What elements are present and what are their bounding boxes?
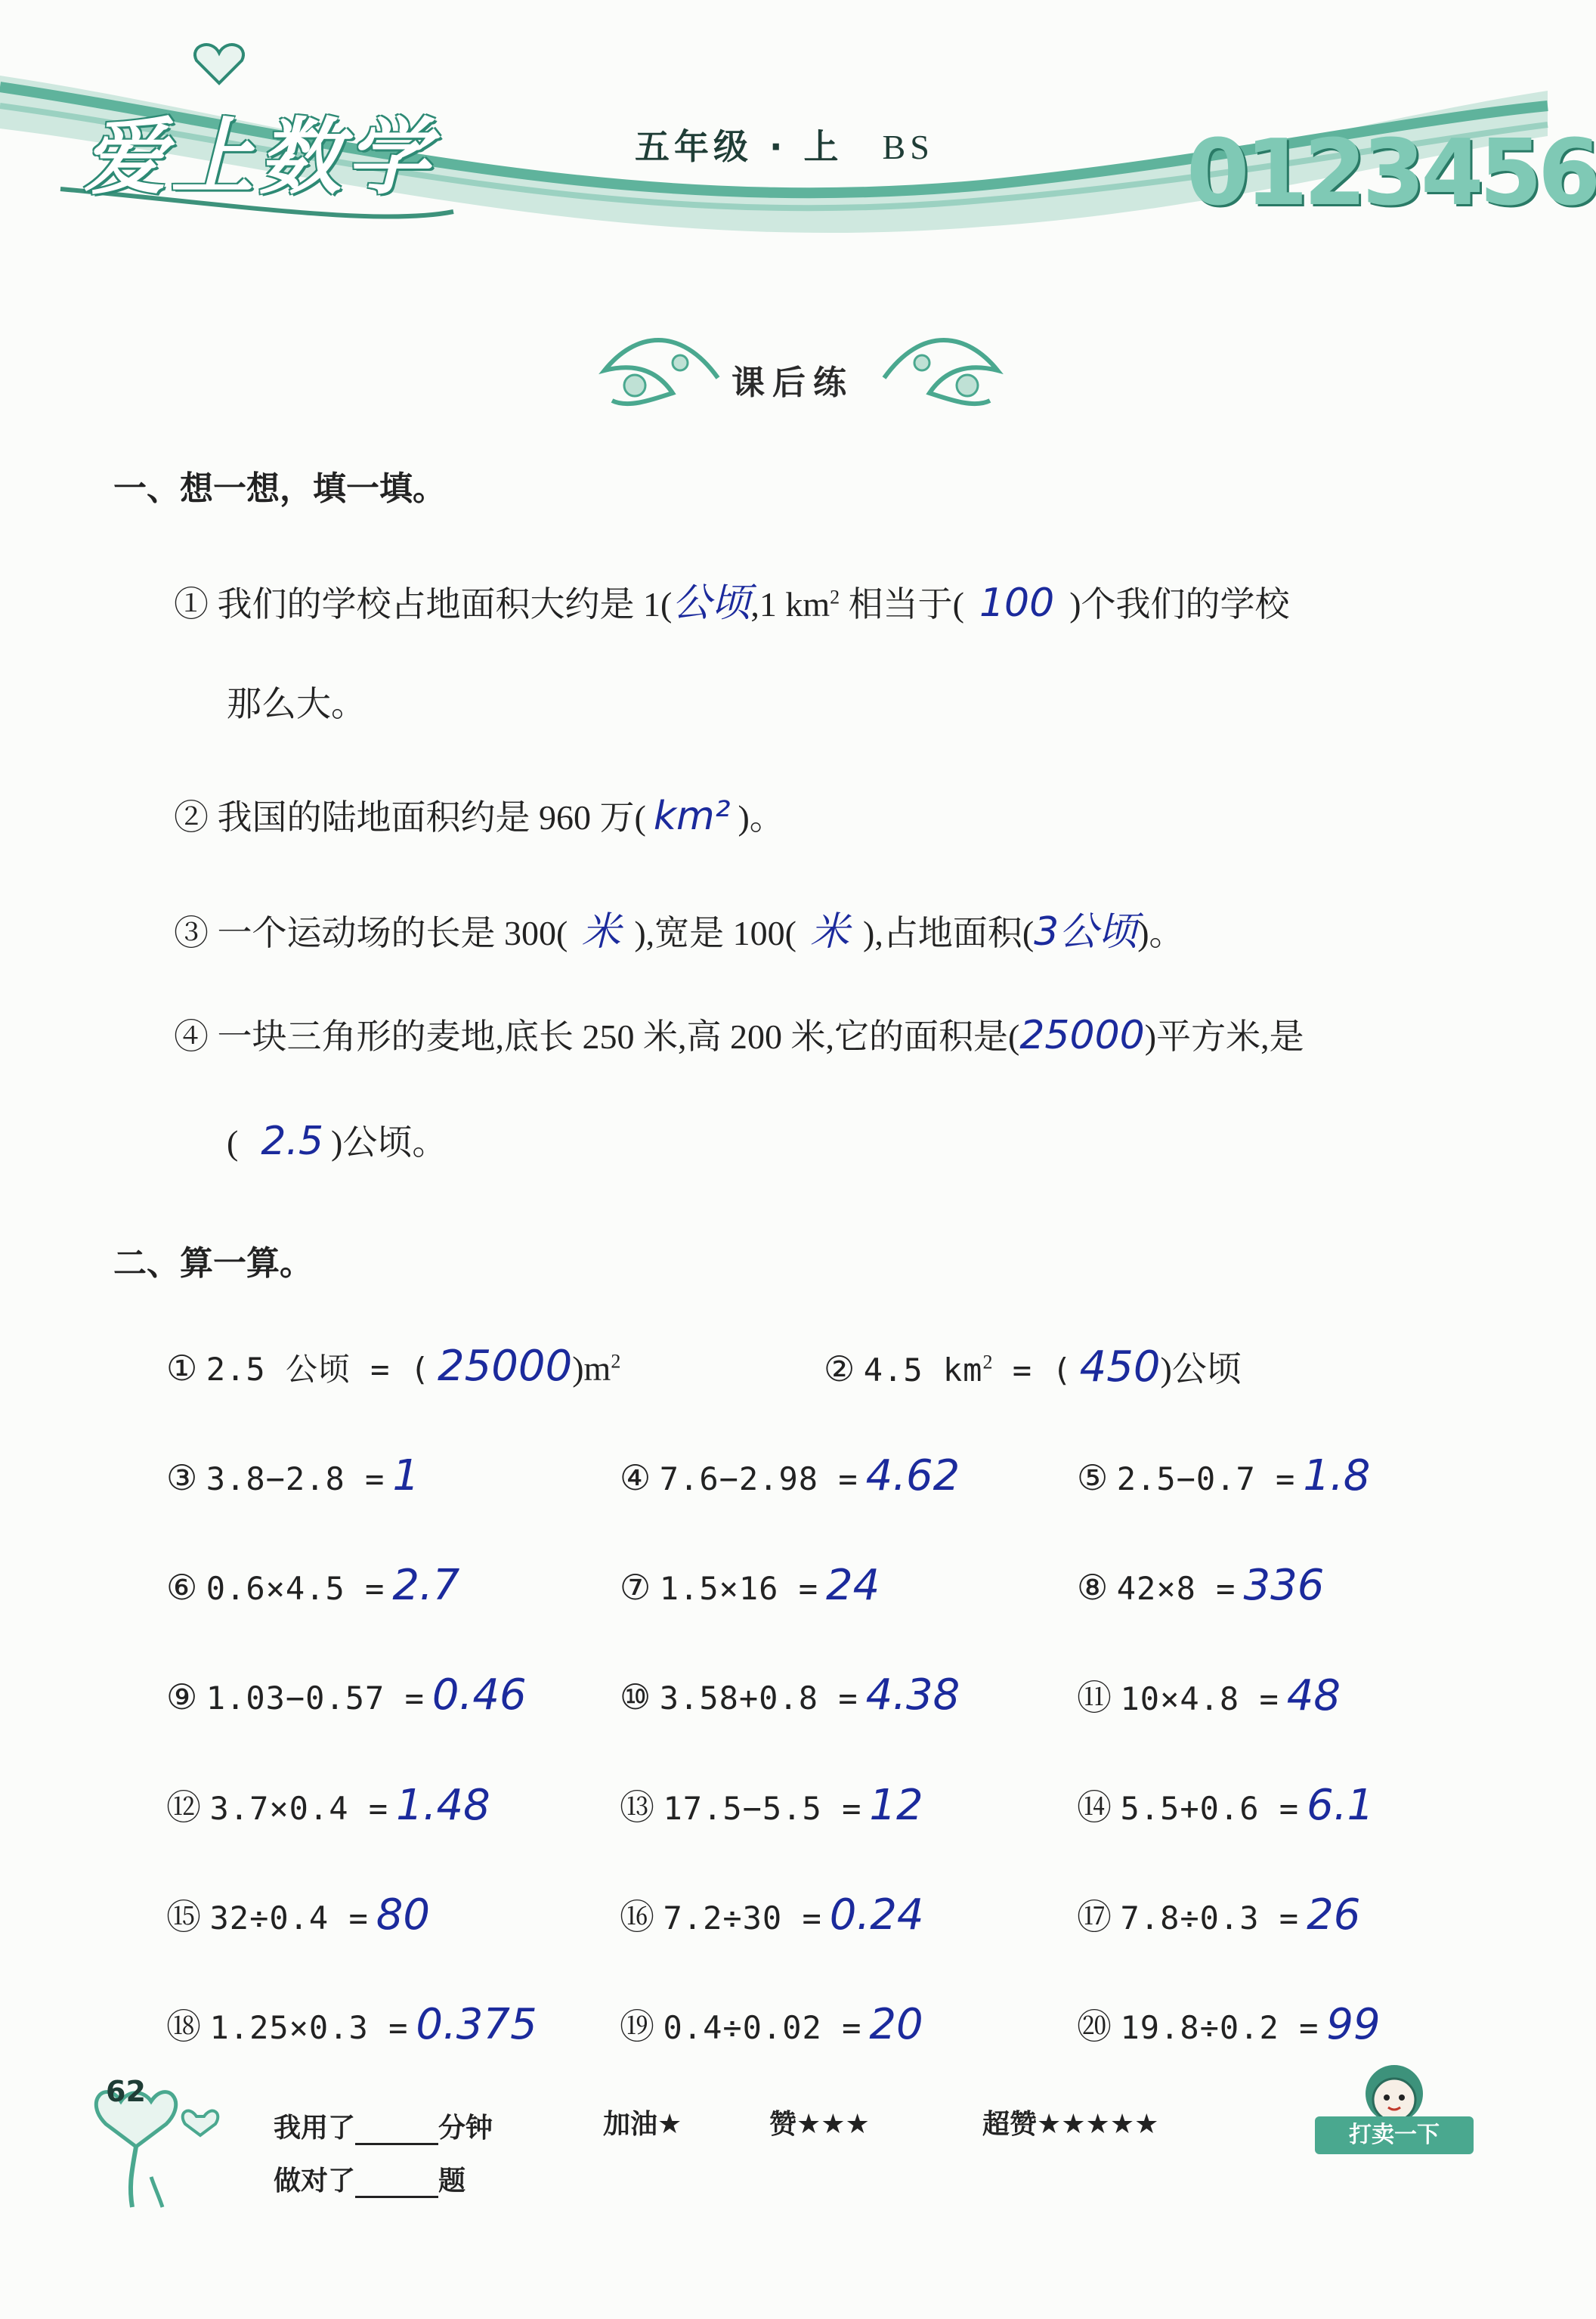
answer-1: 25000 — [1019, 1013, 1145, 1058]
calc-answer: 4.38 — [865, 1670, 960, 1720]
question-number: ④ — [174, 1017, 209, 1056]
question-text: 我国的陆地面积约是 960 万( — [217, 798, 646, 837]
answer-1: km² — [653, 794, 731, 839]
grade-label — [635, 119, 934, 169]
question-3 — [174, 899, 1184, 956]
calc-expression: 7.8÷0.3 = — [1120, 1899, 1300, 1937]
question-text: )。 — [738, 798, 784, 837]
question-text: )平方米,是 — [1144, 1017, 1304, 1056]
superscript: 2 — [982, 1351, 993, 1373]
calc-item — [1077, 1999, 1381, 2049]
correct-label-a: 做对了 — [274, 2166, 356, 2197]
superscript: 2 — [830, 586, 840, 608]
calc-expression: 10×4.8 = — [1120, 1680, 1279, 1717]
floral-ornament-left-icon — [589, 317, 725, 423]
calc-item — [1077, 1780, 1374, 1830]
calc-item-2 — [824, 1342, 1242, 1392]
calc-number: ⑩ — [620, 1678, 651, 1717]
calc-number: ⑨ — [166, 1678, 198, 1717]
question-number: ② — [174, 798, 209, 837]
correct-blank[interactable] — [355, 2173, 438, 2198]
question-text: )个我们的学校 — [1069, 585, 1290, 624]
calc-expression: 5.5+0.6 = — [1120, 1790, 1300, 1827]
calc-number: ⑭ — [1077, 1788, 1112, 1827]
correct-label-b: 题 — [438, 2166, 466, 2197]
calc-expression: 3.7×0.4 = — [209, 1790, 389, 1827]
superscript: 2 — [611, 1350, 621, 1373]
calc-answer: 0.46 — [431, 1670, 527, 1720]
time-label-a: 我用了 — [274, 2113, 356, 2144]
calc-answer: 2.7 — [392, 1561, 460, 1610]
calc-number: ⑱ — [166, 2008, 201, 2046]
answer-1: 公顷 — [672, 581, 751, 626]
answer-1: 米 — [581, 909, 621, 955]
calc-expression: 19.8÷0.2 = — [1120, 2009, 1319, 2046]
floral-ornament-right-icon — [877, 317, 1013, 423]
calc-number: ⑯ — [620, 1898, 654, 1937]
question-2 — [174, 790, 784, 840]
calc-item — [166, 1670, 527, 1720]
calc-answer: 1 — [392, 1451, 419, 1500]
answer-2: 米 — [809, 909, 849, 955]
calc-expression: 1.5×16 = — [659, 1570, 819, 1607]
calc-answer: 0.375 — [416, 2000, 537, 2049]
calc-item — [166, 1999, 537, 2049]
section-two-heading: 二、算一算。 — [113, 1244, 313, 1283]
calc-number: ⑰ — [1077, 1898, 1112, 1937]
score-badge: 打卖一下 — [1315, 2116, 1474, 2154]
calc-item — [1077, 1670, 1341, 1720]
answer-2: 100 — [979, 581, 1055, 626]
question-text: )。 — [1137, 914, 1184, 952]
page-number: 62 — [106, 2075, 146, 2108]
question-text: ),占地面积( — [863, 914, 1035, 952]
calc-answer: 450 — [1079, 1342, 1161, 1392]
calc-item — [620, 1890, 923, 1940]
edition-label: BS — [882, 128, 934, 166]
calc-answer: 99 — [1326, 2000, 1381, 2049]
calc-answer: 1.8 — [1303, 1451, 1371, 1500]
question-1-line-2: 那么大。 — [227, 685, 366, 723]
calc-item — [166, 1451, 419, 1500]
practice-title: 课后练 — [732, 364, 854, 402]
calc-expression: 1.03−0.57 = — [206, 1680, 425, 1717]
calc-item — [166, 1561, 459, 1610]
calc-number: ⑫ — [166, 1788, 201, 1827]
calc-answer: 80 — [376, 1890, 431, 1940]
question-text: )公顷。 — [331, 1123, 447, 1162]
time-label-b: 分钟 — [438, 2113, 493, 2144]
question-text: ,1 km — [750, 585, 830, 624]
calc-expression: 0.6×4.5 = — [206, 1570, 385, 1607]
answer-2: 2.5 — [261, 1119, 324, 1164]
calc-expression: 7.6−2.98 = — [659, 1460, 858, 1497]
section-one-heading: 一、想一想，填一填。 — [113, 469, 446, 508]
calc-number: ⑤ — [1077, 1459, 1109, 1497]
question-text: 我们的学校占地面积大约是 1( — [217, 585, 673, 624]
correct-count-label — [274, 2160, 466, 2198]
rating-good: 加油★ — [603, 2109, 682, 2140]
calc-item — [620, 1670, 960, 1720]
calc-expression: 32÷0.4 = — [209, 1899, 369, 1937]
calc-answer: 48 — [1286, 1671, 1341, 1720]
cartoon-girl-icon — [1345, 2056, 1443, 2124]
calc-item — [1077, 1890, 1360, 1940]
calc-item — [620, 1999, 923, 2049]
brand-logo: 爱上数学 — [83, 108, 434, 206]
calc-unit: )公顷 — [1160, 1350, 1242, 1389]
calc-answer: 336 — [1243, 1561, 1325, 1610]
calc-number: ④ — [620, 1459, 651, 1497]
question-text: 一块三角形的麦地,底长 250 米,高 200 米,它的面积是( — [217, 1017, 1020, 1056]
calc-number: ⑧ — [1077, 1568, 1109, 1607]
question-text: ),宽是 100( — [634, 914, 796, 952]
calc-answer: 0.24 — [829, 1890, 924, 1940]
calc-number: ⑲ — [620, 2008, 654, 2046]
calc-number: ⑥ — [166, 1568, 198, 1607]
heart-icon — [195, 45, 243, 83]
question-text: ( — [227, 1123, 239, 1162]
question-text: 相当于( — [840, 585, 964, 624]
calc-expression: 3.8−2.8 = — [206, 1460, 385, 1497]
question-4-line-2 — [227, 1115, 447, 1165]
calc-number: ⑦ — [620, 1568, 651, 1607]
calc-expression: 1.25×0.3 = — [209, 2009, 409, 2046]
calc-expression: 17.5−5.5 = — [663, 1790, 862, 1827]
calc-number: ⑳ — [1077, 2008, 1112, 2046]
question-number: ① — [174, 585, 209, 624]
question-text: 一个运动场的长是 300( — [217, 914, 568, 952]
calc-expression: 0.4÷0.02 = — [663, 2009, 862, 2046]
calc-item — [166, 1780, 490, 1830]
calc-item — [1077, 1561, 1324, 1610]
rating-great: 赞★★★ — [769, 2109, 870, 2140]
calc-expression: = ( — [992, 1351, 1072, 1389]
calc-item — [620, 1780, 923, 1830]
question-1-line-1 — [174, 571, 1290, 627]
calc-answer: 1.48 — [396, 1781, 490, 1830]
time-blank[interactable] — [355, 2120, 438, 2145]
calc-unit: )m — [572, 1349, 611, 1388]
calc-item — [166, 1890, 430, 1940]
calc-number: ⑮ — [166, 1898, 201, 1937]
calc-item — [620, 1561, 880, 1610]
calc-answer: 25000 — [438, 1342, 573, 1391]
calc-item — [1077, 1451, 1370, 1500]
calc-item — [620, 1451, 960, 1500]
calc-expression: 2.5 公顷 = ( — [206, 1351, 431, 1388]
calc-answer: 26 — [1307, 1890, 1361, 1940]
rating-excellent: 超赞★★★★★ — [982, 2109, 1159, 2140]
answer-3: 3公顷 — [1034, 909, 1138, 955]
calc-number: ⑬ — [620, 1788, 654, 1827]
calc-answer: 20 — [869, 2000, 923, 2049]
calc-answer: 4.62 — [865, 1451, 960, 1500]
question-4-line-1 — [174, 1009, 1304, 1059]
calc-expression: 7.2÷30 = — [663, 1899, 822, 1937]
calc-answer: 12 — [869, 1781, 923, 1830]
calc-answer: 6.1 — [1307, 1781, 1375, 1830]
calc-expression: 2.5−0.7 = — [1116, 1460, 1296, 1497]
calc-number: ⑪ — [1077, 1679, 1112, 1717]
calc-number: ① — [166, 1349, 198, 1388]
digits-decoration: 0123456 — [1186, 121, 1596, 226]
calc-number: ③ — [166, 1459, 198, 1497]
calc-item-1 — [166, 1342, 620, 1391]
time-spent-label — [274, 2107, 493, 2145]
calc-number: ② — [824, 1350, 855, 1389]
question-number: ③ — [174, 914, 209, 952]
calc-expression: 42×8 = — [1116, 1570, 1236, 1607]
calc-expression: 4.5 km — [863, 1351, 983, 1389]
grade-text: 五年级 · 上 — [635, 126, 843, 167]
calc-expression: 3.58+0.8 = — [659, 1680, 858, 1717]
calc-answer: 24 — [826, 1561, 880, 1610]
